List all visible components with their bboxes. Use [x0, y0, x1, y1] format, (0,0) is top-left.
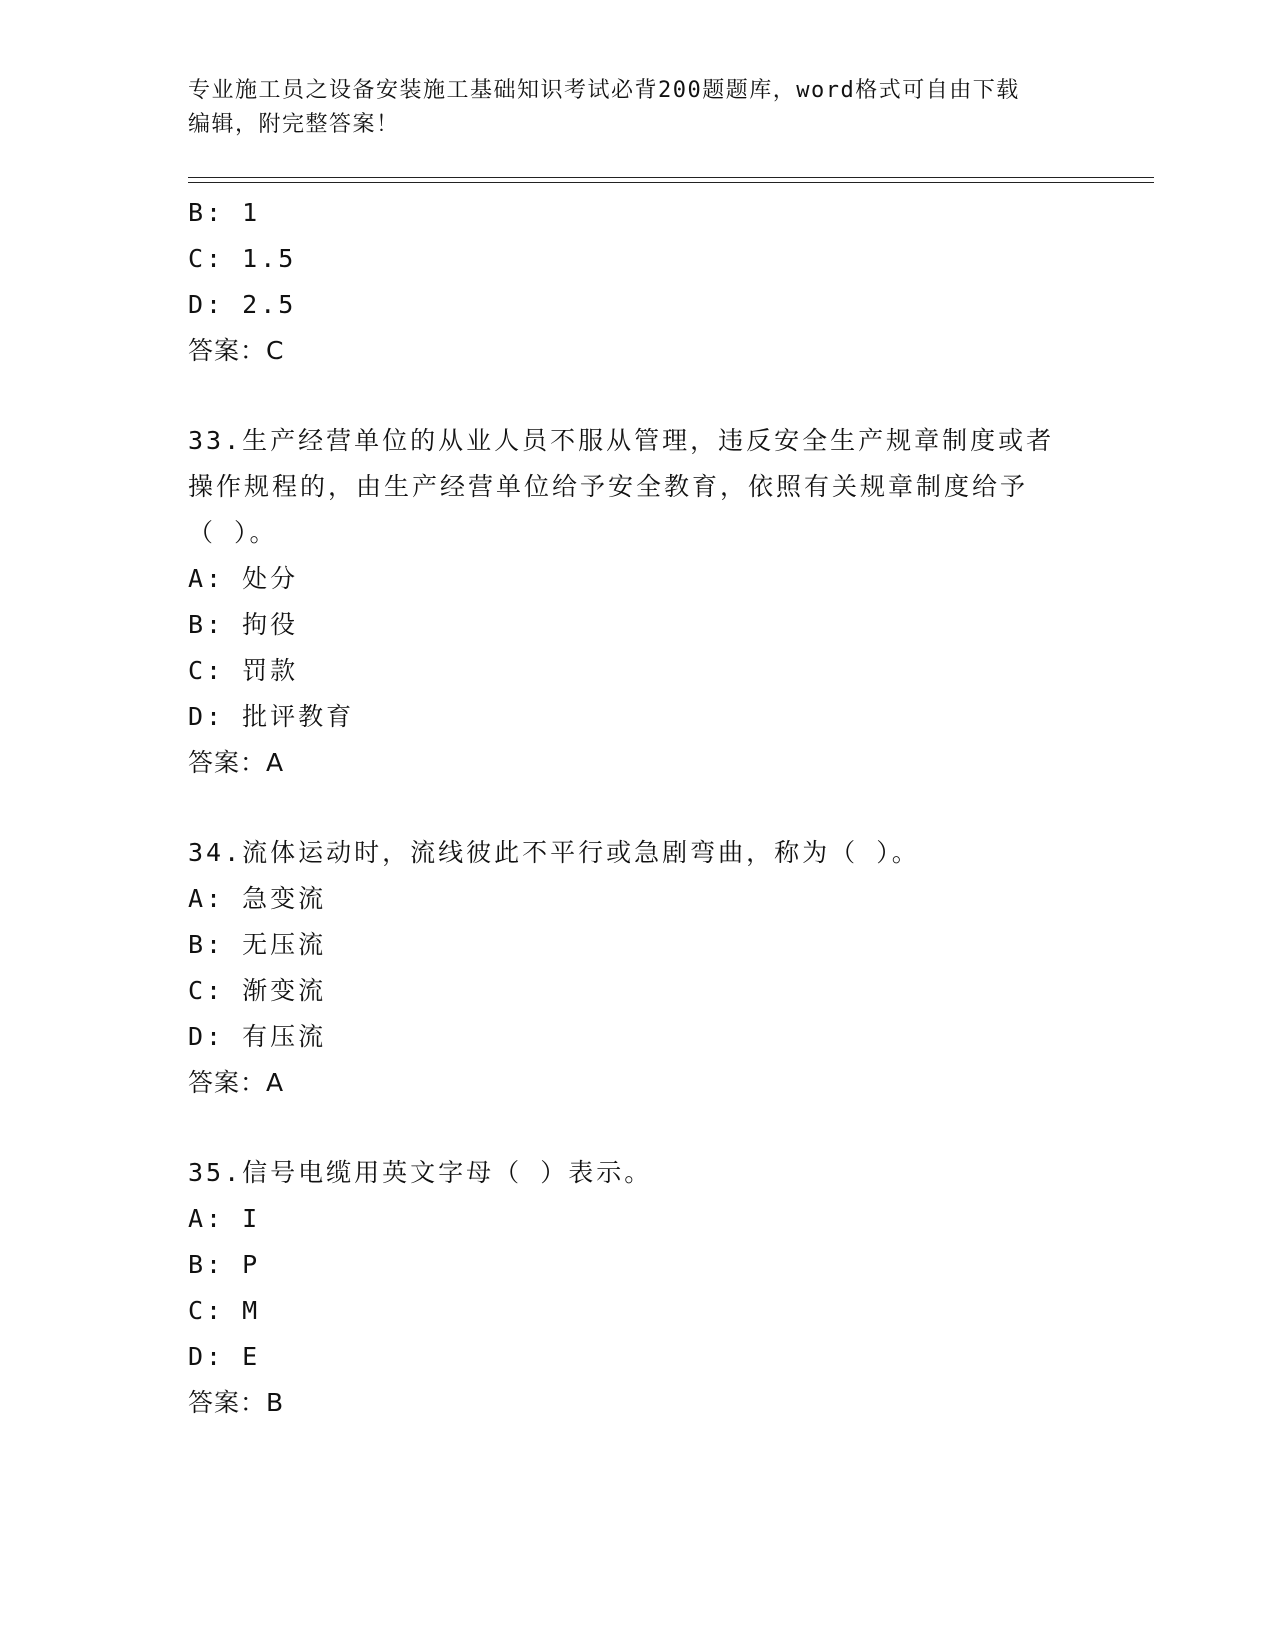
option-c: C: 1.5 [188, 244, 297, 273]
option-d: D: E [188, 1342, 261, 1371]
option-a: A: 急变流 [188, 884, 327, 913]
carryover-question [188, 190, 1088, 374]
option-a: A: 处分 [188, 564, 299, 593]
answer-line: 答案：B [188, 1388, 285, 1417]
question-text-line-3: （ ）。 [188, 518, 278, 547]
question-35 [188, 1150, 1088, 1426]
option-b: B: P [188, 1250, 261, 1279]
answer-line: 答案：C [188, 336, 285, 365]
header-title-line-2: 编辑，附完整答案！ [188, 112, 400, 137]
question-text-line-1: 34.流体运动时，流线彼此不平行或急剧弯曲，称为（ ）。 [188, 838, 920, 867]
header-title-line-1: 专业施工员之设备安装施工基础知识考试必背200题题库，word格式可自由下载 [188, 78, 1020, 103]
spacer [188, 374, 1088, 418]
option-b: B: 无压流 [188, 930, 327, 959]
header-divider-bottom [188, 182, 1154, 183]
option-d: D: 批评教育 [188, 702, 355, 731]
option-c: C: M [188, 1296, 261, 1325]
spacer [188, 786, 1088, 830]
question-33 [188, 418, 1088, 786]
question-content [188, 190, 1088, 1426]
option-a: A: I [188, 1204, 261, 1233]
option-c: C: 罚款 [188, 656, 299, 685]
option-c: C: 渐变流 [188, 976, 327, 1005]
option-b: B: 1 [188, 198, 261, 227]
option-d: D: 2.5 [188, 290, 297, 319]
page-header [188, 74, 1088, 142]
question-text-line-1: 35.信号电缆用英文字母（ ）表示。 [188, 1158, 653, 1187]
spacer [188, 1106, 1088, 1150]
question-text-line-2: 操作规程的，由生产经营单位给予安全教育，依照有关规章制度给予 [188, 472, 1029, 501]
question-34 [188, 830, 1088, 1106]
answer-line: 答案：A [188, 748, 285, 777]
question-text-line-1: 33.生产经营单位的从业人员不服从管理，违反安全生产规章制度或者 [188, 426, 1055, 455]
option-b: B: 拘役 [188, 610, 299, 639]
header-divider-top [188, 177, 1154, 178]
answer-line: 答案：A [188, 1068, 285, 1097]
option-d: D: 有压流 [188, 1022, 327, 1051]
